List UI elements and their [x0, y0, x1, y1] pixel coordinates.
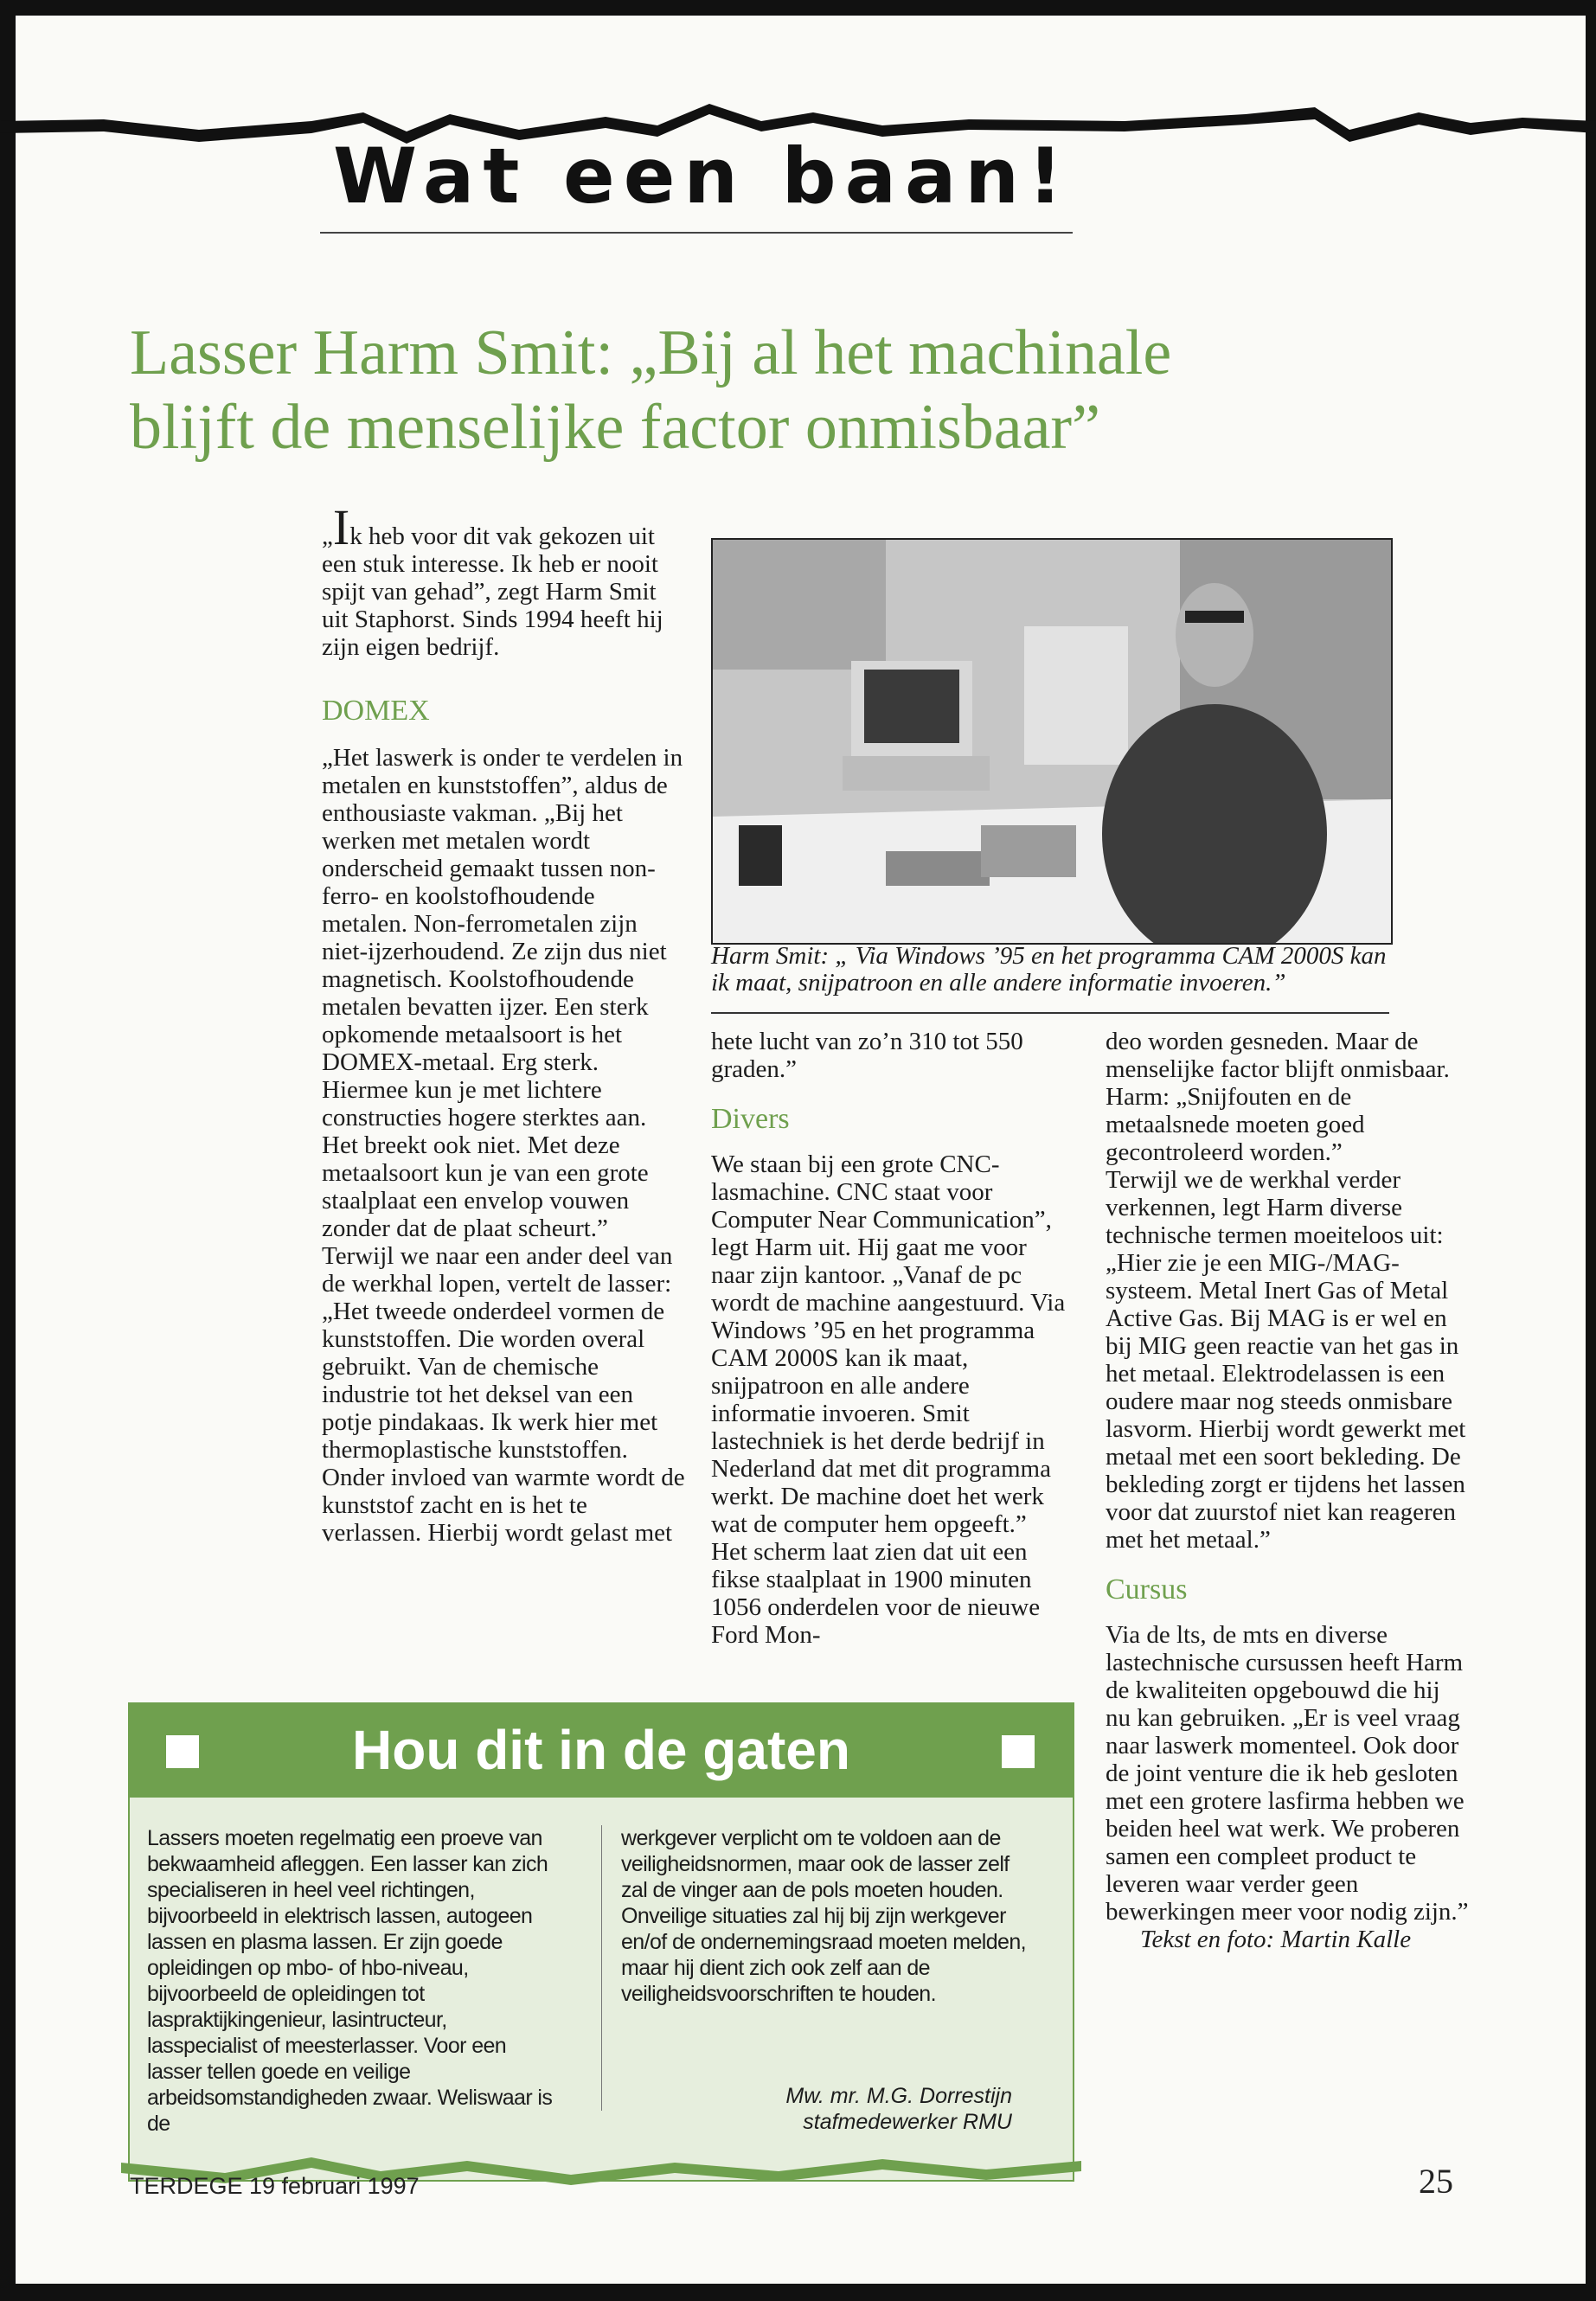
headline-line-1: Lasser Harm Smit: „Bij al het machinale [130, 317, 1172, 388]
signature-name: Mw. mr. M.G. Dorrestijn [785, 2084, 1012, 2108]
signature-role: stafmedewerker RMU [803, 2110, 1012, 2134]
info-box-signature [649, 2083, 1012, 2135]
footer-page-number: 25 [1419, 2162, 1453, 2201]
column-right [1106, 1028, 1469, 1953]
column-left [322, 499, 685, 1547]
info-box-title: Hou dit in de gaten [352, 1719, 850, 1781]
info-box-left-column [147, 1825, 554, 2137]
info-box-header [130, 1704, 1073, 1798]
subheading-domex: DOMEX [322, 695, 430, 727]
right-paragraph-1: deo worden gesneden. Maar de menselijke factor blijft onmisbaar. Harm: „Snijfouten en de metaalsnede moeten goed gecontroleerd worden.” [1106, 1028, 1450, 1166]
photo-caption: Harm Smit: „ Via Windows ’95 en het programma CAM 2000S kan ik maat, snijpatroon en alle andere informatie invoeren.” [711, 942, 1387, 997]
domex-paragraph-2: Terwijl we naar een ander deel van de werkhal lopen, vertelt de lasser: „Het tweede onderdeel vormen de kunststoffen. Die worden overal gebruikt. Van de chemische industrie tot het deksel van een potje pindakaas. Ik werk hier met thermoplastische kunststoffen. Onder invloed van warmte wordt de kunststof zacht en is het te verlassen. Hierbij wordt gelast met [322, 1242, 685, 1547]
banner-underline [320, 232, 1073, 234]
section-banner-title: Wat een baan! [333, 131, 1072, 221]
scan-border-right [1586, 0, 1596, 2301]
subheading-cursus: Cursus [1106, 1574, 1188, 1606]
right-paragraph-2: Terwijl we de werkhal verder verkennen, legt Harm diverse technische termen moeiteloos uit: „Hier zie je een MIG-/MAG-systeem. Metal Inert Gas of Metal Active Gas. Bij MAG is er wel en bij MIG geen reactie van het gas in het metaal. Elektrodelassen is een oudere maar nog steeds onmisbare lasvorm. Hierbij wordt gewerkt met metaal met een soort bekleding. De bekleding zorgt er tijdens het lassen voor dat zuurstof niet kan reageren met het metaal.” [1106, 1166, 1466, 1554]
scan-border-bottom [0, 2284, 1596, 2301]
open-quote: „ [322, 522, 333, 550]
photo-credit: Tekst en foto: Martin Kalle [1140, 1926, 1412, 1953]
scan-border-top [0, 0, 1596, 16]
article-photo [711, 538, 1393, 945]
domex-paragraph-1: „Het laswerk is onder te verdelen in metalen en kunststoffen”, aldus de enthousiaste vakman. „Bij het werken met metalen wordt onderscheid gemaakt tussen non-ferro- en koolstofhoudende metalen. Non-ferrometalen zijn niet-ijzerhoudend. Ze zijn dus niet magnetisch. Koolstofhoudende metalen bevatten ijzer. Een sterk opkomende metaalsoort is het DOMEX-metaal. Erg sterk. Hiermee kun je met lichtere constructies hogere sterktes aan. Het breekt ook niet. Met deze metaalsoort kun je van een grote staalplaat een envelop vouwen zonder dat de plaat scheurt.” [322, 744, 683, 1242]
right-paragraph-3: Via de lts, de mts en diverse lastechnische cursussen heeft Harm de kwaliteiten opgebouwd die hij nu kan gebruiken. „Er is veel vraag naar laswerk momenteel. Ook door de joint venture die ik heb gesloten met een grotere lasfirma hebben we beiden heel wat werk. We proberen samen een compleet product te leveren waar verder geen bewerkingen meer voor nodig zijn.” [1106, 1621, 1469, 1926]
info-box-left-text: Lassers moeten regelmatig een proeve van bekwaamheid afleggen. Een lasser kan zich specialiseren in heel veel richtingen, bijvoorbeeld in elektrisch lassen, autogeen lassen en plasma lassen. Er zijn goede opleidingen op mbo- of hbo-niveau, bijvoorbeeld de opleidingen tot laspraktijkingenieur, lasintructeur, lasspecialist of meesterlasser. Voor een lasser tellen goede en veilige arbeidsomstandigheden zwaar. Weliswaar is de [147, 1826, 553, 2136]
middle-paragraph-0: hete lucht van zo’n 310 tot 550 graden.” [711, 1028, 1023, 1083]
column-middle [711, 1028, 1066, 1649]
intro-paragraph [322, 499, 685, 661]
info-box-right-text: werkgever verplicht om te voldoen aan de veiligheidsnormen, maar ook de lasser zelf zal de vinger aan de pols moeten houden. Onveilige situaties zal hij bij zijn werkgever en/of de ondernemingsraad moeten melden, maar hij dient zich ook zelf aan de veiligheidsvoorschriften te houden. [621, 1826, 1026, 2006]
drop-cap: I [332, 499, 350, 555]
info-box-right-column [621, 1825, 1028, 2007]
caption-rule [711, 1012, 1389, 1014]
photo-illustration [713, 540, 1391, 943]
article-headline [130, 316, 1427, 465]
info-box-divider [601, 1825, 602, 2111]
subheading-divers: Divers [711, 1103, 790, 1135]
headline-line-2: blijft de menselijke factor onmisbaar” [130, 392, 1100, 463]
scan-border-left [0, 0, 16, 2301]
middle-paragraph-1: We staan bij een grote CNC-lasmachine. CNC staat voor Computer Near Communication”, legt Harm uit. Hij gaat me voor naar zijn kantoor. „Vanaf de pc wordt de machine aangestuurd. Via Windows ’95 en het programma CAM 2000S kan ik maat, snijpatroon en alle andere informatie invoeren. Smit lastechniek is het derde bedrijf in Nederland dat met dit programma werkt. De machine doet het werk wat de computer hem opgeeft.” Het scherm laat zien dat uit een fikse staalplaat in 1900 minuten 1056 onderdelen voor de nieuwe Ford Mon- [711, 1150, 1066, 1649]
intro-text: k heb voor dit vak gekozen uit een stuk interesse. Ik heb er nooit spijt van gehad”, zegt Harm Smit uit Staphorst. Sinds 1994 heeft hij zijn eigen bedrijf. [322, 522, 663, 661]
square-bullet-icon [1002, 1735, 1035, 1768]
footer-publication: TERDEGE 19 februari 1997 [130, 2173, 420, 2199]
